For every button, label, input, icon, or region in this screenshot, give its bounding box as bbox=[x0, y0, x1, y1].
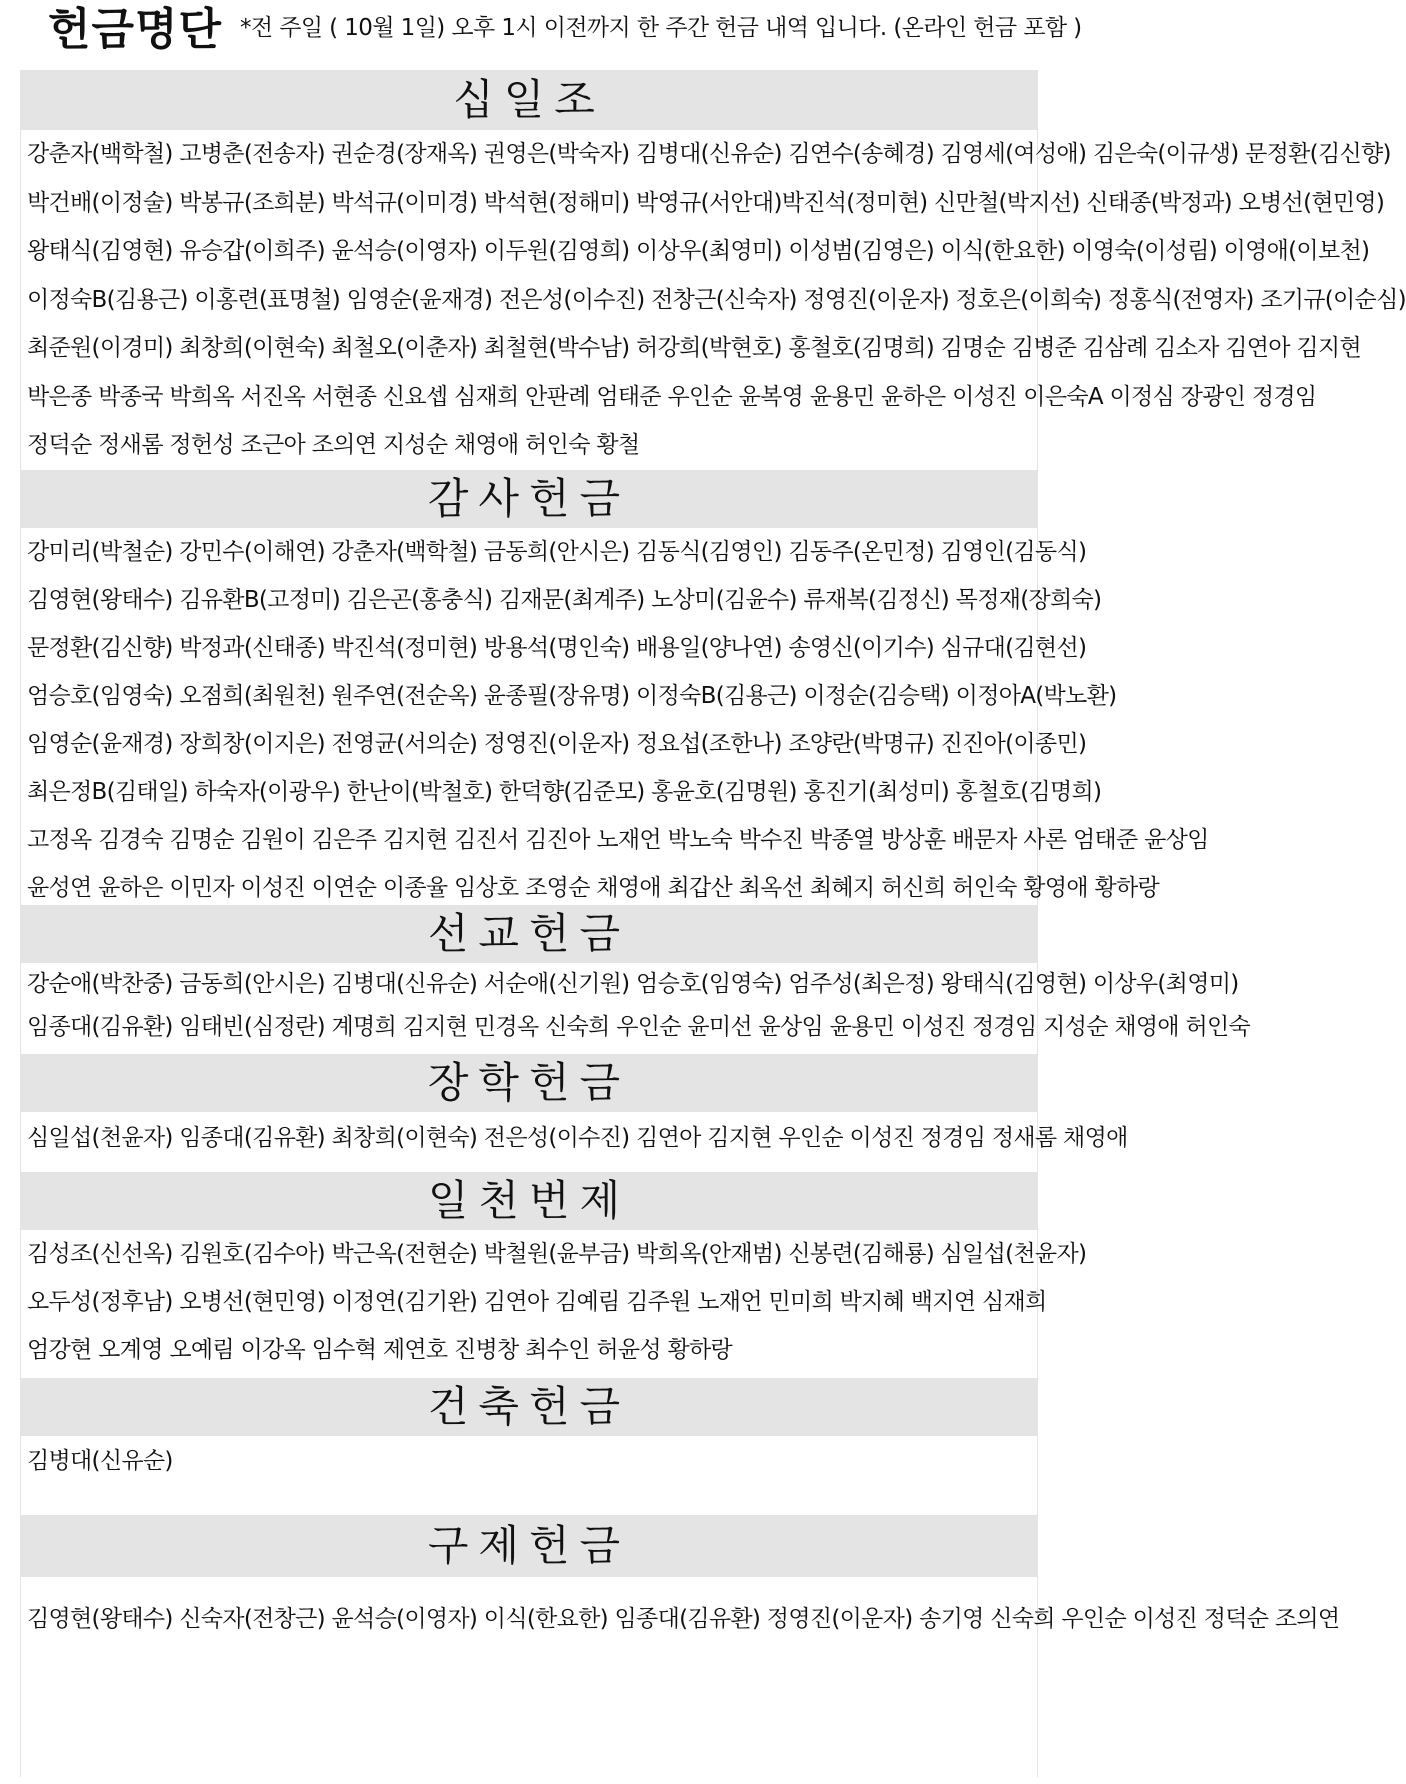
name-list-line: 최준원(이경미) 최창희(이현숙) 최철오(이춘자) 최철현(박수남) 허강희(박현호) 홍철호(김명희) 김명순 김병준 김삼례 김소자 김연아 김지현 bbox=[27, 335, 1361, 361]
name-list-line: 엄강현 오계영 오예림 이강옥 임수혁 제연호 진병창 최수인 허윤성 황하랑 bbox=[27, 1337, 733, 1363]
name-list-line: 박은종 박종국 박희옥 서진옥 서현종 신요셉 심재희 안판례 엄태준 우인순 윤복영 윤용민 윤하은 이성진 이은숙A 이정심 장광인 정경임 bbox=[27, 383, 1317, 410]
section-body-tithe bbox=[20, 130, 1406, 470]
notice-text: *전 주일 ( 10월 1일) 오후 1시 이전까지 한 주간 헌금 내역 입니다. (온라인 헌금 포함 ) bbox=[240, 15, 1082, 41]
name-list-line: 이정숙B(김용근) 이홍련(표명철) 임영순(윤재경) 전은성(이수진) 전창근(신숙자) 정영진(이운자) 정호은(이희숙) 정홍식(전영자) 조기규(이순심) bbox=[27, 286, 1406, 313]
name-list-line: 강순애(박찬중) 금동희(안시은) 김병대(신유순) 서순애(신기원) 엄승호(임영숙) 엄주성(최은정) 왕태식(김영현) 이상우(최영미) bbox=[27, 971, 1239, 997]
section-body-relief bbox=[20, 1577, 1340, 1777]
name-list-line: 윤성연 윤하은 이민자 이성진 이연순 이종율 임상호 조영순 채영애 최갑산 최옥선 최혜지 허신희 허인숙 황영애 황하랑 bbox=[27, 875, 1160, 901]
page-header bbox=[0, 0, 1082, 60]
name-list-line: 김성조(신선옥) 김원호(김수아) 박근옥(전현순) 박철원(윤부금) 박희옥(안재범) 신봉련(김해룡) 심일섭(천윤자) bbox=[27, 1241, 1087, 1267]
name-list-line: 엄승호(임영숙) 오점희(최원천) 원주연(전순옥) 윤종필(장유명) 이정숙B(김용근) 이정순(김승택) 이정아A(박노환) bbox=[27, 683, 1117, 709]
section-header-relief: 구제헌금 bbox=[20, 1515, 1038, 1577]
name-list-line: 김영현(왕태수) 김유환B(고정미) 김은곤(홍충식) 김재문(최계주) 노상미(김윤수) 류재복(김정신) 목정재(장희숙) bbox=[27, 587, 1102, 613]
name-list-line: 임종대(김유환) 임태빈(심정란) 계명희 김지현 민경옥 신숙희 우인순 윤미선 윤상임 윤용민 이성진 정경임 지성순 채영애 허인숙 bbox=[27, 1014, 1251, 1040]
section-body-mission bbox=[20, 963, 1251, 1054]
name-list-line: 왕태식(김영현) 유승갑(이희주) 윤석승(이영자) 이두원(김영희) 이상우(최영미) 이성범(김영은) 이식(한요한) 이영숙(이성림) 이영애(이보천) bbox=[27, 238, 1370, 264]
section-body-scholarship bbox=[20, 1112, 1128, 1172]
name-list-line: 김영현(왕태수) 신숙자(전창근) 윤석승(이영자) 이식(한요한) 임종대(김유환) 정영진(이운자) 송기영 신숙희 우인순 이성진 정덕순 조의연 bbox=[27, 1606, 1340, 1632]
name-list-line: 임영순(윤재경) 장희창(이지은) 전영균(서의순) 정영진(이운자) 정요섭(조한나) 조양란(박명규) 진진아(이종민) bbox=[27, 731, 1087, 757]
name-list-line: 강미리(박철순) 강민수(이해연) 강춘자(백학철) 금동희(안시은) 김동식(김영인) 김동주(온민정) 김영인(김동식) bbox=[27, 539, 1087, 565]
section-header-thousand-offering: 일천번제 bbox=[20, 1172, 1038, 1230]
name-list-line: 문정환(김신향) 박정과(신태종) 박진석(정미현) 방용석(명인숙) 배용일(양나연) 송영신(이기수) 심규대(김현선) bbox=[27, 635, 1087, 661]
name-list-line: 박건배(이정술) 박봉규(조희분) 박석규(이미경) 박석현(정해미) 박영규(서안대)박진석(정미현) 신만철(박지선) 신태종(박정과) 오병선(현민영) bbox=[27, 189, 1385, 216]
section-header-building: 건축헌금 bbox=[20, 1378, 1038, 1436]
name-list-line: 고정옥 김경숙 김명순 김원이 김은주 김지현 김진서 김진아 노재언 박노숙 박수진 박종열 방상훈 배문자 사론 엄태준 윤상임 bbox=[27, 827, 1209, 853]
name-list-line: 강춘자(백학철) 고병춘(전송자) 권순경(장재옥) 권영은(박숙자) 김병대(신유순) 김연수(송혜경) 김영세(여성애) 김은숙(이규생) 문정환(김신향) bbox=[27, 141, 1391, 167]
name-list-line: 최은정B(김태일) 하숙자(이광우) 한난이(박철호) 한덕향(김준모) 홍윤호(김명원) 홍진기(최성미) 홍철호(김명희) bbox=[27, 779, 1102, 805]
section-body-thanksgiving bbox=[20, 528, 1209, 905]
section-body-thousand-offering bbox=[20, 1230, 1087, 1378]
name-list-line: 심일섭(천윤자) 임종대(김유환) 최창희(이현숙) 전은성(이수진) 김연아 김지현 우인순 이성진 정경임 정새롬 채영애 bbox=[27, 1125, 1128, 1151]
name-list-line: 오두성(정후남) 오병선(현민영) 이정연(김기완) 김연아 김예림 김주원 노재언 민미희 박지혜 백지연 심재희 bbox=[27, 1289, 1047, 1315]
page-title: 헌금명단 bbox=[48, 4, 223, 55]
section-header-scholarship: 장학헌금 bbox=[20, 1054, 1038, 1112]
name-list-line: 정덕순 정새롬 정헌성 조근아 조의연 지성순 채영애 허인숙 황철 bbox=[27, 432, 640, 458]
section-body-building bbox=[20, 1436, 1038, 1515]
section-header-thanksgiving: 감사헌금 bbox=[20, 470, 1038, 528]
section-header-tithe: 십일조 bbox=[20, 70, 1038, 130]
name-list-line: 김병대(신유순) bbox=[27, 1448, 173, 1474]
section-header-mission: 선교헌금 bbox=[20, 905, 1038, 963]
